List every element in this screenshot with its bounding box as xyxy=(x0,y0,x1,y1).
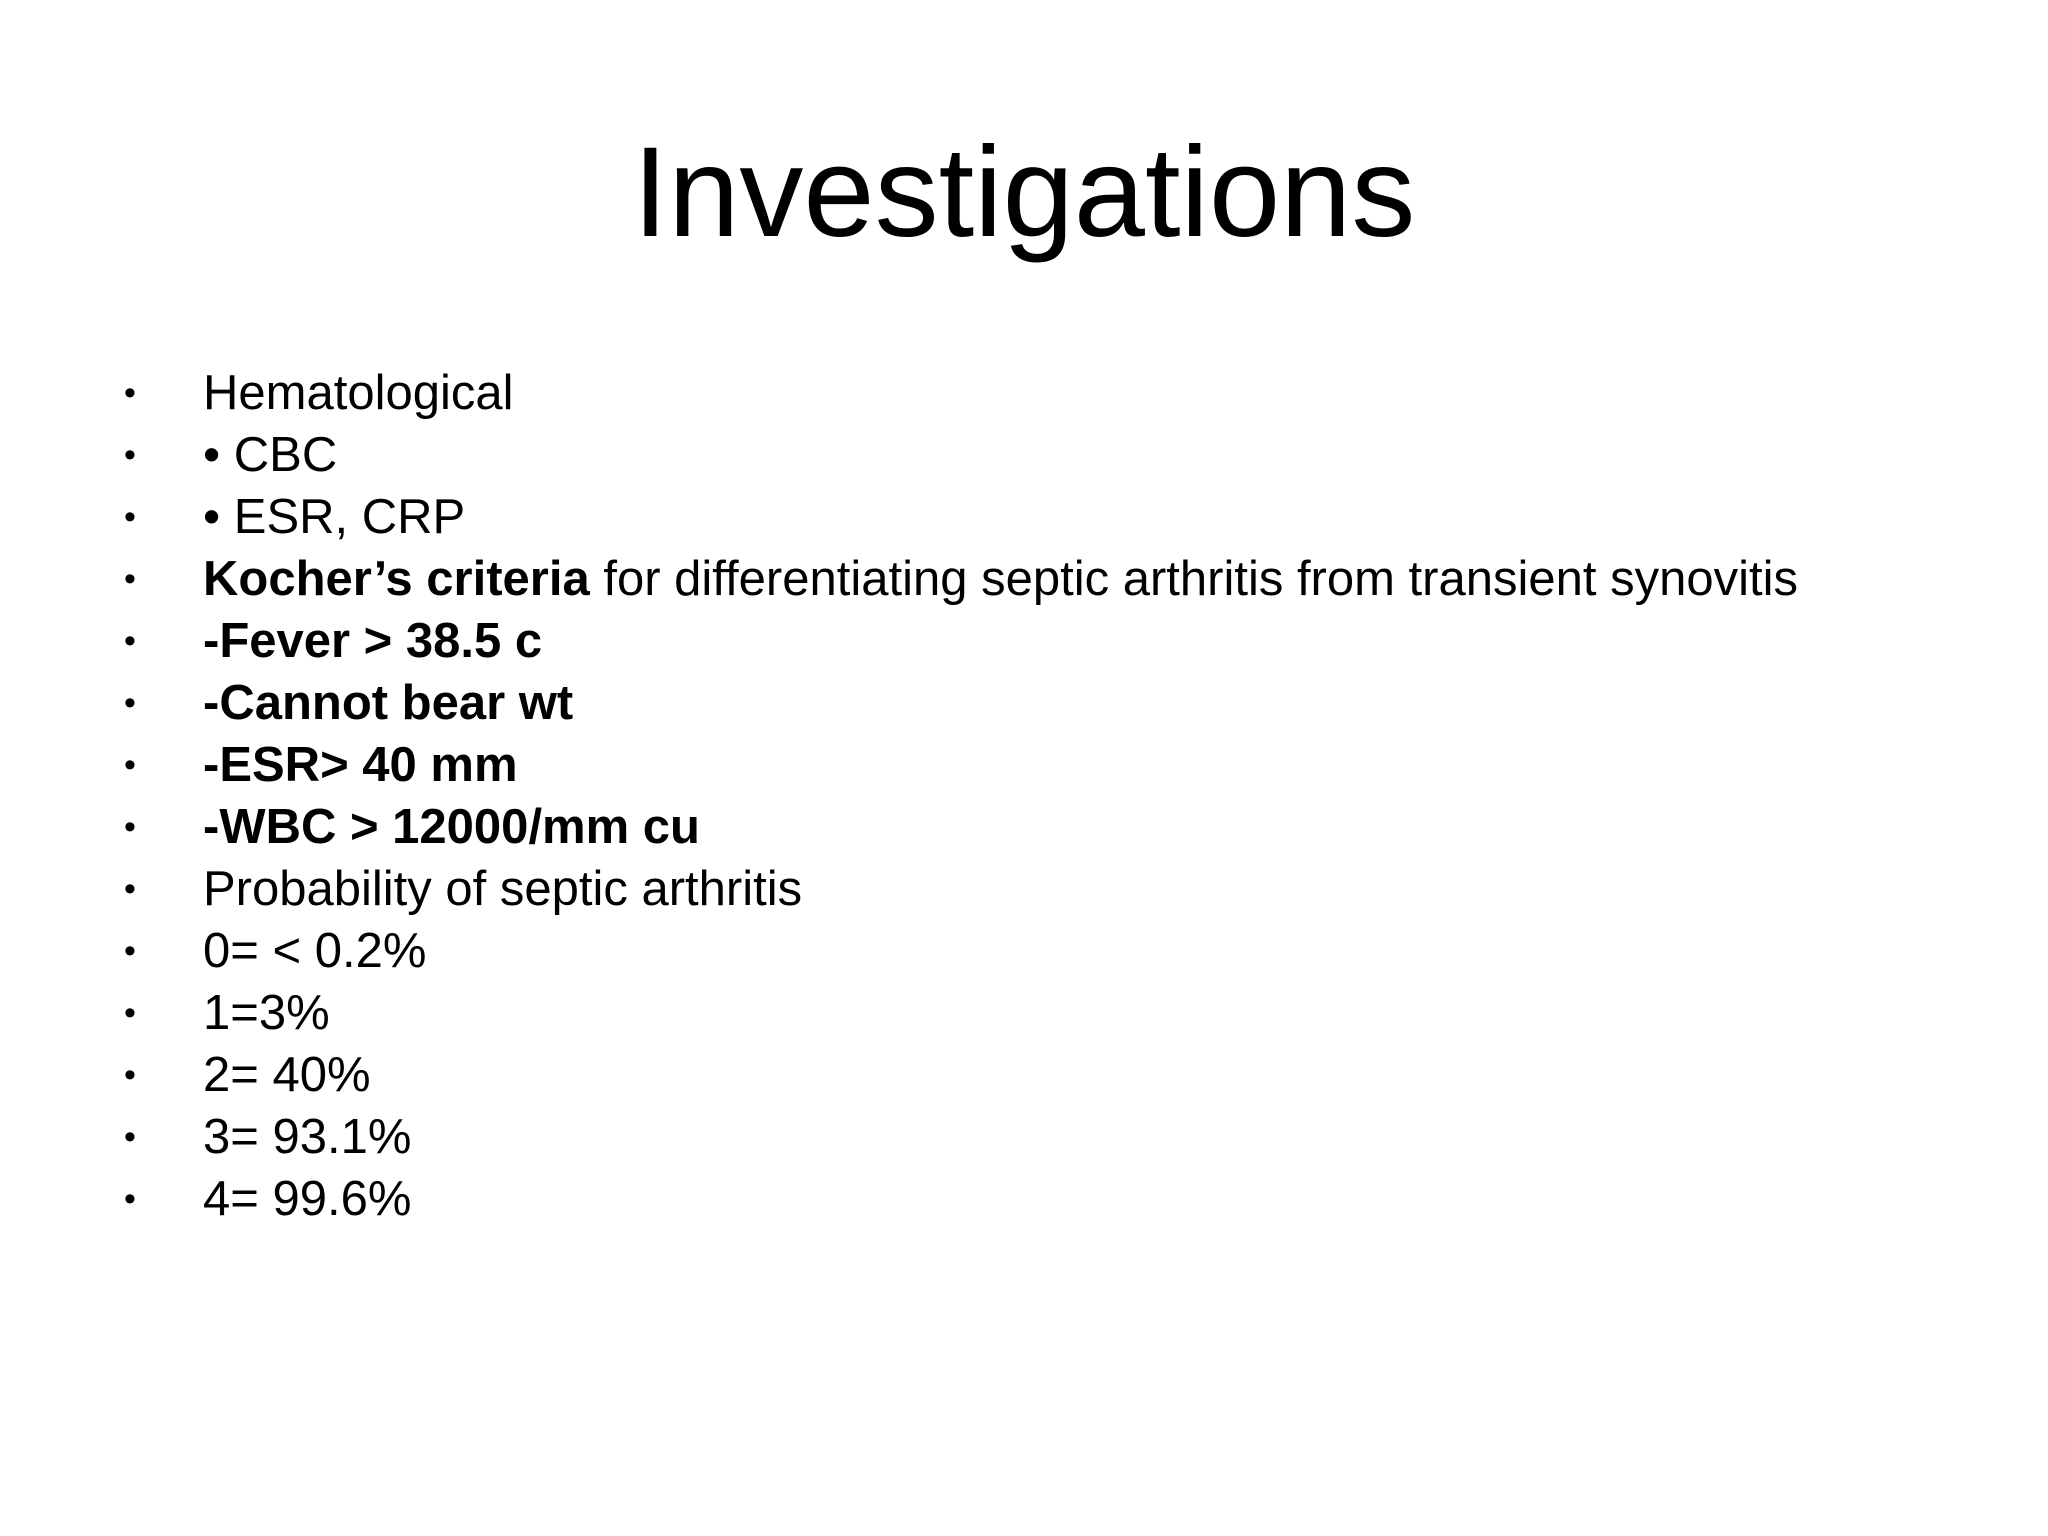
slide-title: Investigations xyxy=(632,121,1416,264)
bullet-text: Probability of septic arthritis xyxy=(203,862,803,916)
bullet-text: Hematological xyxy=(203,366,514,420)
kochers-criteria-term: Kocher’s criteria xyxy=(203,552,590,606)
bullet-icon: • xyxy=(124,436,136,474)
bullet-item-kochers-criteria xyxy=(0,548,2048,610)
bullet-item-esr-threshold xyxy=(0,734,2048,796)
bullet-item-probability-2 xyxy=(0,1044,2048,1106)
bullet-text: • ESR, CRP xyxy=(203,490,466,544)
bullet-icon: • xyxy=(124,1056,136,1094)
bullet-icon: • xyxy=(124,622,136,660)
bullet-text: -WBC > 12000/mm cu xyxy=(203,800,700,854)
bullet-text: -Fever > 38.5 c xyxy=(203,614,543,668)
bullet-text: -Cannot bear wt xyxy=(203,676,574,730)
bullet-icon: • xyxy=(124,932,136,970)
bullet-icon: • xyxy=(124,870,136,908)
bullet-item-probability-1 xyxy=(0,982,2048,1044)
bullet-icon: • xyxy=(124,684,136,722)
bullet-text: • CBC xyxy=(203,428,338,482)
bullet-icon: • xyxy=(124,808,136,846)
bullet-icon: • xyxy=(124,1118,136,1156)
bullet-text: 4= 99.6% xyxy=(203,1172,412,1226)
bullet-item-hematological xyxy=(0,362,2048,424)
bullet-icon: • xyxy=(124,1180,136,1218)
bullet-item-cannot-bear-weight xyxy=(0,672,2048,734)
bullet-item-probability-4 xyxy=(0,1168,2048,1230)
bullet-icon: • xyxy=(124,994,136,1032)
bullet-text: 3= 93.1% xyxy=(203,1110,412,1164)
bullet-text: 1=3% xyxy=(203,986,330,1040)
bullet-icon: • xyxy=(124,746,136,784)
bullet-item-fever xyxy=(0,610,2048,672)
kochers-criteria-description: for differentiating septic arthritis from transient synovitis xyxy=(589,552,1799,606)
bullet-item-esr-crp xyxy=(0,486,2048,548)
bullet-icon: • xyxy=(124,560,136,598)
bullet-icon: • xyxy=(124,374,136,412)
bullet-text: 2= 40% xyxy=(203,1048,371,1102)
bullet-item-wbc-threshold xyxy=(0,796,2048,858)
bullet-item-probability-0 xyxy=(0,920,2048,982)
bullet-text xyxy=(203,548,1798,610)
bullet-item-cbc xyxy=(0,424,2048,486)
bullet-text: -ESR> 40 mm xyxy=(203,738,518,792)
bullet-text: 0= < 0.2% xyxy=(203,924,427,978)
bullet-item-probability-3 xyxy=(0,1106,2048,1168)
bullet-list xyxy=(0,362,2048,1230)
bullet-item-probability-heading xyxy=(0,858,2048,920)
bullet-icon: • xyxy=(124,498,136,536)
